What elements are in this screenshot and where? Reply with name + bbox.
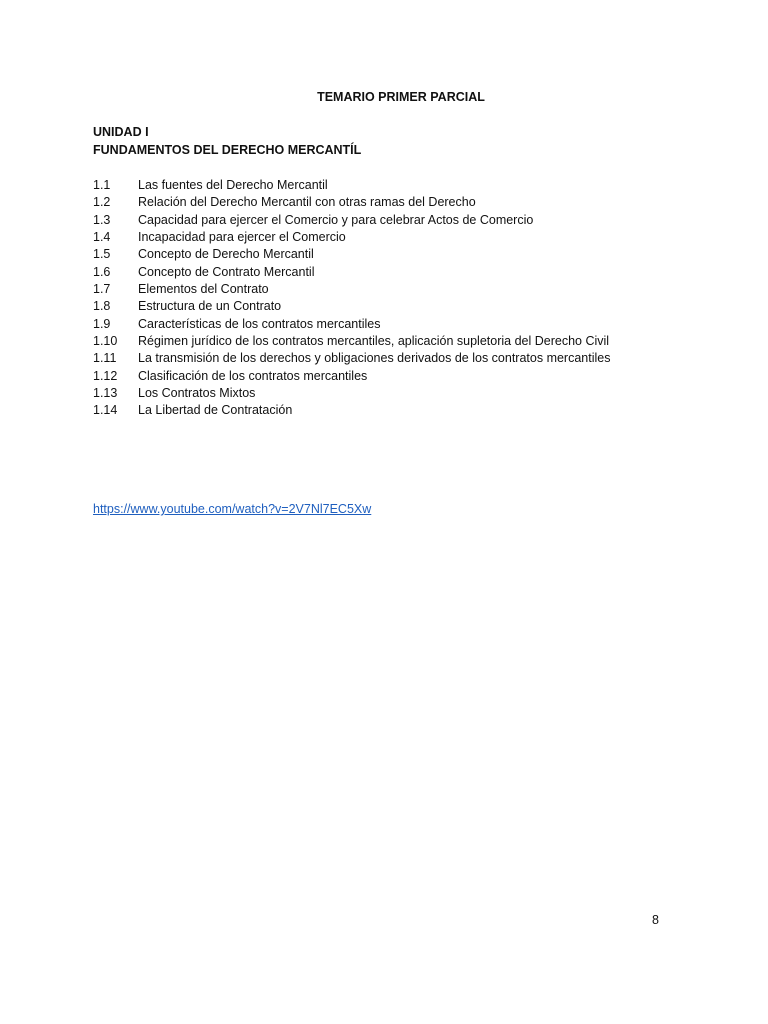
document-title: TEMARIO PRIMER PARCIAL xyxy=(317,90,485,104)
topic-item xyxy=(93,194,693,211)
topic-number: 1.2 xyxy=(93,195,111,210)
topic-item xyxy=(93,368,693,385)
topic-item xyxy=(93,264,693,281)
topic-text: La transmisión de los derechos y obligaciones derivados de los contratos mercantiles xyxy=(138,351,611,366)
topic-item xyxy=(93,385,693,402)
topics-list xyxy=(93,177,693,420)
topic-text: Estructura de un Contrato xyxy=(138,299,282,314)
topic-item xyxy=(93,298,693,315)
topic-number: 1.11 xyxy=(93,351,117,366)
topic-text: Concepto de Derecho Mercantil xyxy=(138,247,314,262)
unit-label: UNIDAD I xyxy=(93,125,149,139)
topic-number: 1.10 xyxy=(93,334,118,349)
page-number: 8 xyxy=(652,913,659,927)
topic-number: 1.12 xyxy=(93,368,118,383)
topic-item xyxy=(93,333,693,350)
topic-number: 1.5 xyxy=(93,247,111,262)
topic-text: Concepto de Contrato Mercantil xyxy=(138,264,315,279)
topic-item xyxy=(93,281,693,298)
topic-number: 1.14 xyxy=(93,403,118,418)
topic-text: Clasificación de los contratos mercantiles xyxy=(138,368,368,383)
topic-text: Régimen jurídico de los contratos mercantiles, aplicación supletoria del Derecho Civil xyxy=(138,334,610,349)
topic-number: 1.8 xyxy=(93,299,111,314)
topic-text: Capacidad para ejercer el Comercio y para celebrar Actos de Comercio xyxy=(138,212,534,227)
topic-item xyxy=(93,177,693,194)
topic-item xyxy=(93,212,693,229)
topic-text: Características de los contratos mercantiles xyxy=(138,316,381,331)
topic-item xyxy=(93,246,693,263)
topic-number: 1.1 xyxy=(93,178,111,192)
unit-heading xyxy=(93,124,361,159)
topic-item xyxy=(93,229,693,246)
topic-text: Las fuentes del Derecho Mercantil xyxy=(138,178,328,192)
topic-number: 1.4 xyxy=(93,230,111,245)
topic-text: La Libertad de Contratación xyxy=(138,403,293,418)
topic-text: Incapacidad para ejercer el Comercio xyxy=(138,230,346,245)
topic-item xyxy=(93,402,693,419)
topic-text: Elementos del Contrato xyxy=(138,282,269,297)
topic-item xyxy=(93,350,693,367)
topic-number: 1.7 xyxy=(93,282,111,297)
topic-item xyxy=(93,316,693,333)
topic-text: Los Contratos Mixtos xyxy=(138,386,256,401)
unit-name: FUNDAMENTOS DEL DERECHO MERCANTÍL xyxy=(93,142,362,157)
topic-number: 1.13 xyxy=(93,386,118,401)
topic-number: 1.6 xyxy=(93,264,111,279)
youtube-link[interactable]: https://www.youtube.com/watch?v=2V7Nl7EC5Xw xyxy=(93,502,372,516)
topic-number: 1.9 xyxy=(93,316,111,331)
topic-number: 1.3 xyxy=(93,212,111,227)
topic-text: Relación del Derecho Mercantil con otras ramas del Derecho xyxy=(138,195,476,210)
